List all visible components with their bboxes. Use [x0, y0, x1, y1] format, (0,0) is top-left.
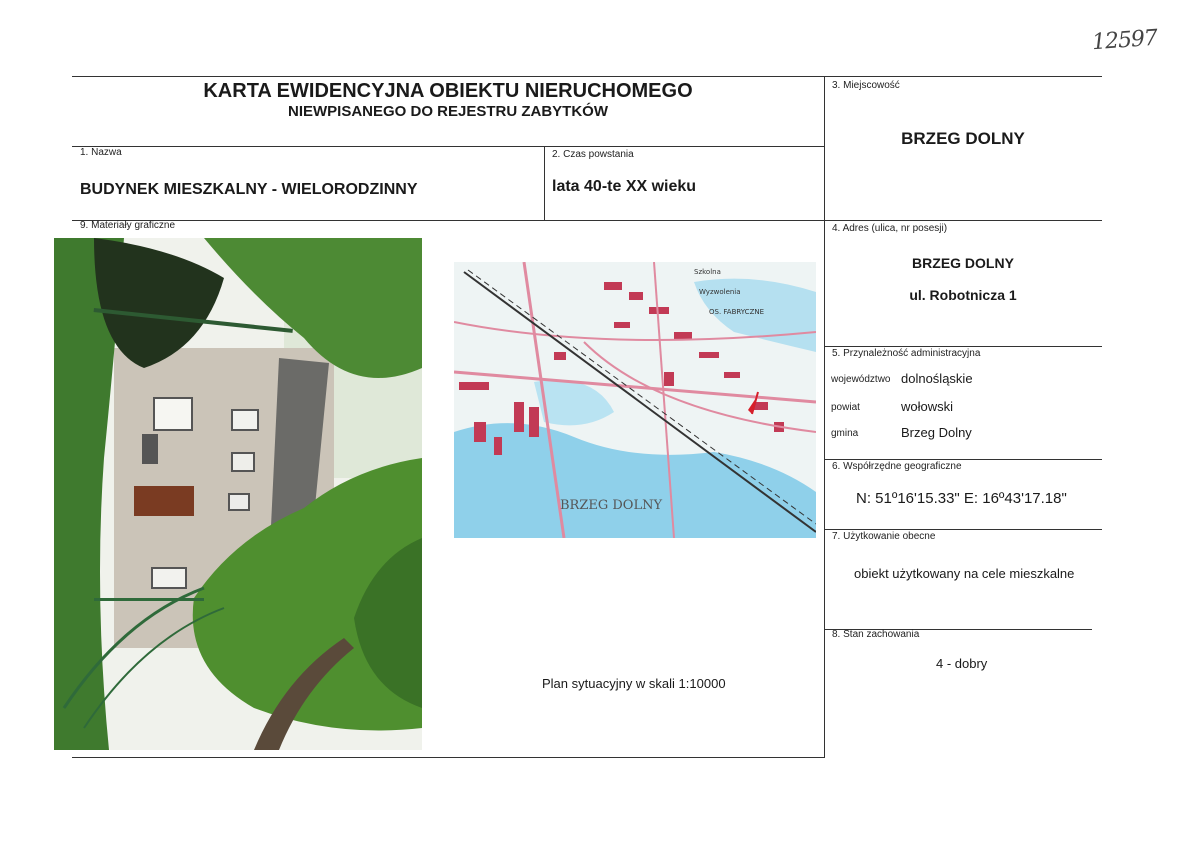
handwritten-reference-number: 12597 — [1091, 25, 1158, 56]
map-town-label: BRZEG DOLNY — [560, 498, 663, 513]
frame-line-under-title — [72, 146, 824, 147]
usage-value: obiekt użytkowany na cele mieszkalne — [854, 566, 1075, 581]
frame-line-right-column — [824, 76, 825, 758]
map-street-label-2: Wyzwolenia — [699, 288, 741, 296]
frame-line-under-name — [72, 220, 1102, 221]
condition-label: 8. Stan zachowania — [832, 629, 920, 640]
locality-value: BRZEG DOLNY — [901, 129, 1025, 148]
admin-county-key: powiat — [831, 402, 860, 413]
admin-voivodeship-key: województwo — [831, 374, 891, 385]
coords-value: N: 51º16'15.33" E: 16º43'17.18" — [856, 490, 1067, 507]
frame-line-bottom — [72, 757, 824, 758]
card-subtitle: NIEWPISANEGO DO REJESTRU ZABYTKÓW — [287, 103, 609, 120]
date-value: lata 40-te XX wieku — [552, 178, 697, 195]
frame-line-sec7 — [824, 529, 1102, 530]
condition-value: 4 - dobry — [936, 656, 988, 671]
address-label: 4. Adres (ulica, nr posesji) — [832, 223, 948, 234]
name-value: BUDYNEK MIESZKALNY - WIELORODZINNY — [80, 181, 418, 198]
map-caption: Plan sytuacyjny w skali 1:10000 — [542, 676, 726, 691]
frame-line-sec6 — [824, 459, 1102, 460]
locality-label: 3. Miejscowość — [832, 80, 900, 91]
coords-label: 6. Współrzędne geograficzne — [832, 461, 962, 472]
name-label: 1. Nazwa — [80, 147, 122, 158]
frame-line-sec5 — [824, 346, 1102, 347]
date-label: 2. Czas powstania — [552, 149, 634, 160]
situation-map — [454, 262, 816, 538]
map-street-label-3: OS. FABRYCZNE — [709, 308, 765, 316]
address-town: BRZEG DOLNY — [912, 255, 1014, 271]
admin-commune-key: gmina — [831, 428, 859, 439]
admin-voivodeship-value: dolnośląskie — [901, 371, 973, 386]
card-title: KARTA EWIDENCYJNA OBIEKTU NIERUCHOMEGO — [203, 80, 693, 102]
situation-map-drawing — [454, 262, 816, 538]
admin-county-value: wołowski — [901, 399, 954, 414]
graphics-label: 9. Materiały graficzne — [80, 220, 176, 231]
frame-line-top — [72, 76, 1102, 77]
admin-commune-value: Brzeg Dolny — [901, 425, 972, 440]
address-street: ul. Robotnicza 1 — [909, 287, 1017, 303]
building-photo-drawing — [54, 238, 422, 750]
frame-line-name-divider — [544, 146, 545, 220]
map-street-label-1: Szkolna — [694, 268, 721, 276]
usage-label: 7. Użytkowanie obecne — [832, 531, 936, 542]
admin-label: 5. Przynależność administracyjna — [832, 348, 981, 359]
building-photo — [54, 238, 422, 750]
